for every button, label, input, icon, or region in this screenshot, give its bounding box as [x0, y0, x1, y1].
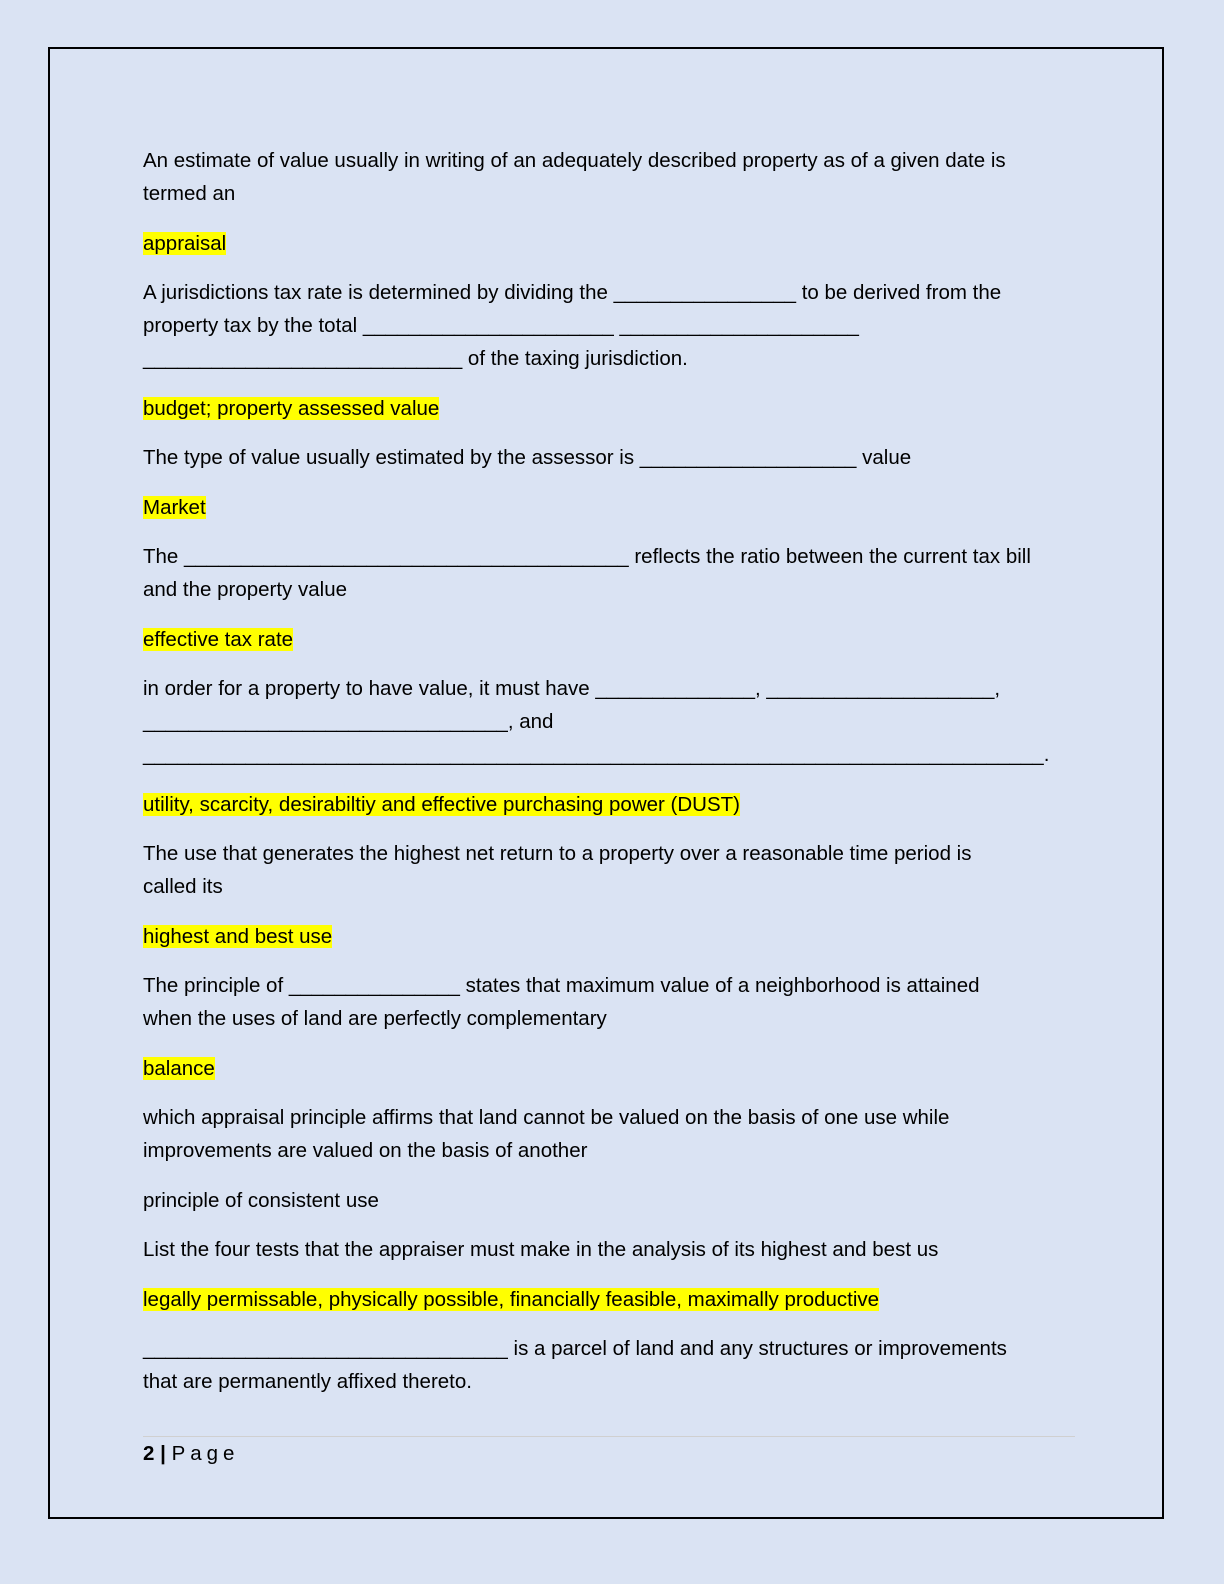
answer-paragraph: [143, 920, 1078, 953]
question-text: A jurisdictions tax rate is determined by dividing the ________________ to be derived from the property tax by the total ______________________ _____________________ ____________________________ of the taxing jurisdiction.: [143, 281, 1002, 370]
answer-text: appraisal: [143, 231, 227, 255]
answer-paragraph: [143, 392, 1078, 425]
question-paragraph: [143, 1101, 1078, 1167]
answer-paragraph: [143, 227, 1078, 260]
answer-text: Market: [143, 495, 206, 519]
answer-paragraph: [143, 1283, 1078, 1316]
question-paragraph: [143, 672, 1078, 771]
answer-text: effective tax rate: [143, 627, 294, 651]
question-text: ________________________________ is a parcel of land and any structures or improvements that are permanently affixed thereto.: [143, 1337, 1007, 1393]
document-body: [143, 144, 1078, 1415]
answer-paragraph: [143, 623, 1078, 656]
answer-text: highest and best use: [143, 924, 333, 948]
answer-text: principle of consistent use: [143, 1188, 379, 1212]
question-paragraph: [143, 540, 1078, 606]
footer-separator: |: [160, 1442, 166, 1465]
question-paragraph: [143, 837, 1078, 903]
question-text: The _______________________________________ reflects the ratio between the current tax bill and the property value: [143, 545, 1031, 601]
answer-text: balance: [143, 1056, 215, 1080]
answer-text: budget; property assessed value: [143, 396, 440, 420]
question-text: The type of value usually estimated by the assessor is ___________________ value: [143, 446, 912, 469]
answer-paragraph: [143, 788, 1078, 821]
question-paragraph: [143, 144, 1078, 210]
answer-paragraph: [143, 1052, 1078, 1085]
question-paragraph: [143, 969, 1078, 1035]
question-text: The use that generates the highest net return to a property over a reasonable time period is called its: [143, 842, 972, 898]
question-paragraph: [143, 1332, 1078, 1398]
question-text: in order for a property to have value, it must have ______________, ____________________, ________________________________, and _______________________________________________________________________________.: [143, 677, 1050, 766]
question-paragraph: [143, 276, 1078, 375]
question-text: which appraisal principle affirms that land cannot be valued on the basis of one use while improvements are valued on the basis of another: [143, 1106, 950, 1162]
page-footer: [143, 1440, 239, 1468]
footer-divider: [143, 1436, 1075, 1437]
question-text: List the four tests that the appraiser must make in the analysis of its highest and best us: [143, 1238, 939, 1261]
page-label: Page: [171, 1442, 240, 1465]
answer-paragraph: [143, 491, 1078, 524]
question-text: An estimate of value usually in writing of an adequately described property as of a given date is termed an: [143, 149, 1006, 205]
question-paragraph: [143, 1233, 1078, 1266]
answer-text: utility, scarcity, desirabiltiy and effective purchasing power (DUST): [143, 792, 741, 816]
question-text: The principle of _______________ states that maximum value of a neighborhood is attained when the uses of land are perfectly complementary: [143, 974, 980, 1030]
question-paragraph: [143, 441, 1078, 474]
answer-paragraph: [143, 1184, 1078, 1217]
page-number: 2: [143, 1442, 155, 1465]
answer-text: legally permissable, physically possible, financially feasible, maximally productive: [143, 1287, 880, 1311]
